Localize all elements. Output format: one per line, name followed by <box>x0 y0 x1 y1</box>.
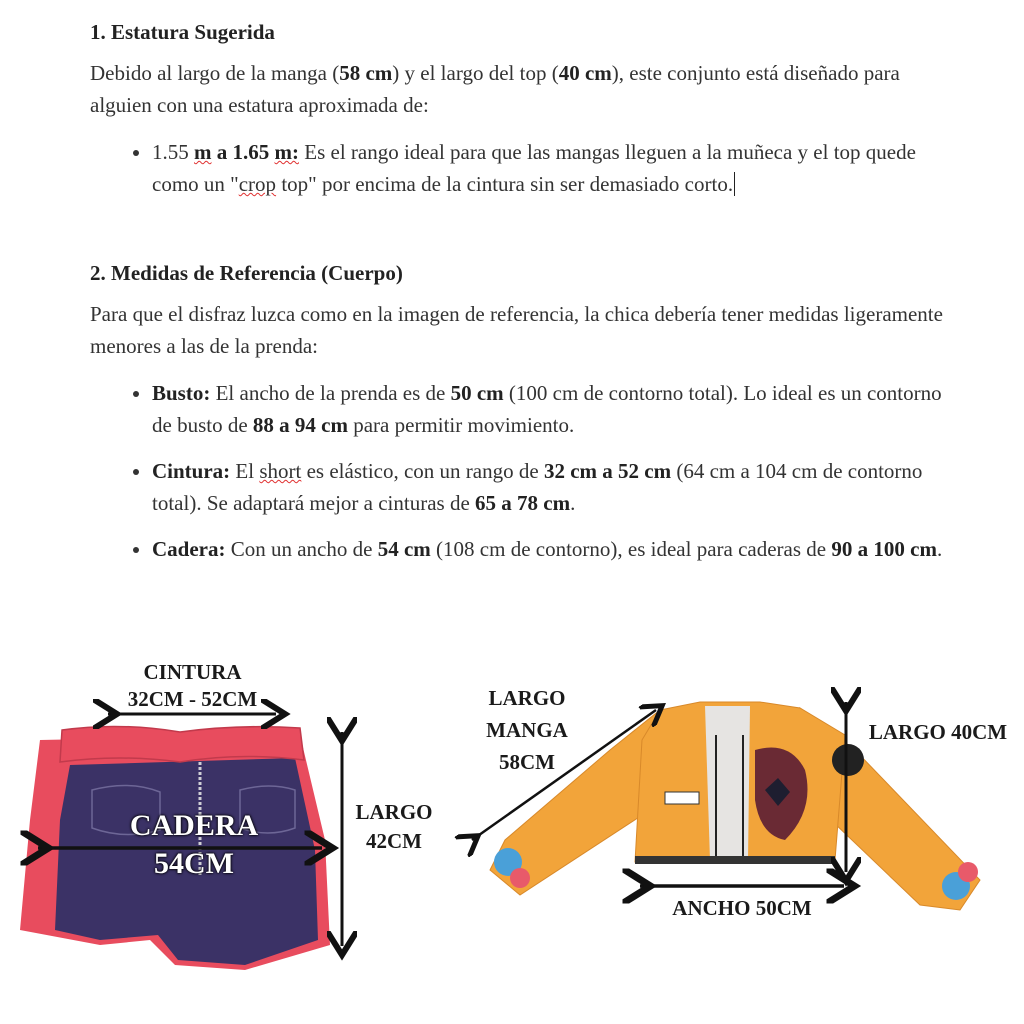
bullet-item <box>152 533 952 565</box>
text-run: El ancho de la prenda es de <box>210 381 451 405</box>
sleeve-value: 58CM <box>499 750 555 774</box>
text-run: Es el rango ideal para que las mangas lleguen a la muñeca y el top quede como un " <box>152 140 916 196</box>
text-run: (108 cm de contorno), es ideal para caderas de <box>430 537 832 561</box>
bold-text: 65 a 78 cm <box>475 491 571 515</box>
section-1-bullets <box>126 136 952 214</box>
text-run: (64 cm a 104 cm de contorno total). Se adaptará mejor a cinturas de <box>152 459 923 515</box>
jacket-hem <box>635 856 835 864</box>
text-run: 1.55 <box>152 140 194 164</box>
text-run: top" por encima de la cintura sin ser demasiado corto. <box>276 172 734 196</box>
length-value: 42CM <box>366 829 422 853</box>
text-run: (100 cm de contorno total). Lo ideal es un contorno de busto de <box>152 381 942 437</box>
hip-label: CADERA <box>129 809 259 842</box>
text-run: . <box>936 537 943 561</box>
bullet-item <box>152 377 952 441</box>
bold-text: 50 cm <box>450 381 504 405</box>
section-1-intro <box>90 57 950 121</box>
text-run: para permitir movimiento. <box>347 413 575 437</box>
bullet-item <box>152 136 952 200</box>
text-run: Debido al largo de la manga ( <box>90 61 340 85</box>
shorts-figure <box>0 640 460 1024</box>
bold-text: 54 cm <box>377 537 431 561</box>
text-run: . <box>570 491 576 515</box>
text-run: crop <box>238 172 277 196</box>
text-run: ) y el largo del top ( <box>392 61 559 85</box>
bold-text: 90 a 100 cm <box>831 537 937 561</box>
waist-label: CINTURA <box>143 660 242 684</box>
section-2-bullets <box>126 377 952 579</box>
bold-text: Cadera: <box>152 537 226 561</box>
text-cursor <box>734 172 735 196</box>
section-1-title: 1. Estatura Sugerida <box>90 20 275 44</box>
text-run: es elástico, con un rango de <box>301 459 544 483</box>
jacket-figure <box>460 640 1024 1024</box>
bold-text: a 1.65 <box>211 140 275 164</box>
bullet-item <box>152 455 952 519</box>
text-run: short <box>259 459 302 483</box>
bold-text: Cintura: <box>152 459 231 483</box>
bold-text: 40 cm <box>558 61 612 85</box>
bold-text: Busto: <box>152 381 211 405</box>
bold-text: 58 cm <box>339 61 393 85</box>
jacket-length-label: LARGO 40CM <box>868 720 1008 744</box>
section-2-intro <box>90 298 950 362</box>
jacket-width-label: ANCHO 50CM <box>672 896 812 920</box>
length-label: LARGO <box>355 800 433 824</box>
text-run: ), este conjunto está diseñado para alguien con una estatura aproximada de: <box>90 61 900 117</box>
bold-text: 32 cm a 52 cm <box>543 459 672 483</box>
sleeve-label-2: MANGA <box>486 718 568 742</box>
waist-value: 32CM - 52CM <box>127 687 258 711</box>
bold-text: m: <box>274 140 299 164</box>
text-run: Con un ancho de <box>225 537 378 561</box>
bold-text: m <box>194 140 212 164</box>
text-run: Para que el disfraz luzca como en la imagen de referencia, la chica debería tener medidas ligeramente menores a las de la prenda: <box>90 302 943 358</box>
bold-text: 88 a 94 cm <box>252 413 348 437</box>
text-run: El <box>230 459 260 483</box>
section-2-title: 2. Medidas de Referencia (Cuerpo) <box>90 261 403 285</box>
shorts-waistband <box>60 726 304 762</box>
hip-value: 54CM <box>154 847 234 880</box>
sleeve-label-1: LARGO <box>488 686 566 710</box>
